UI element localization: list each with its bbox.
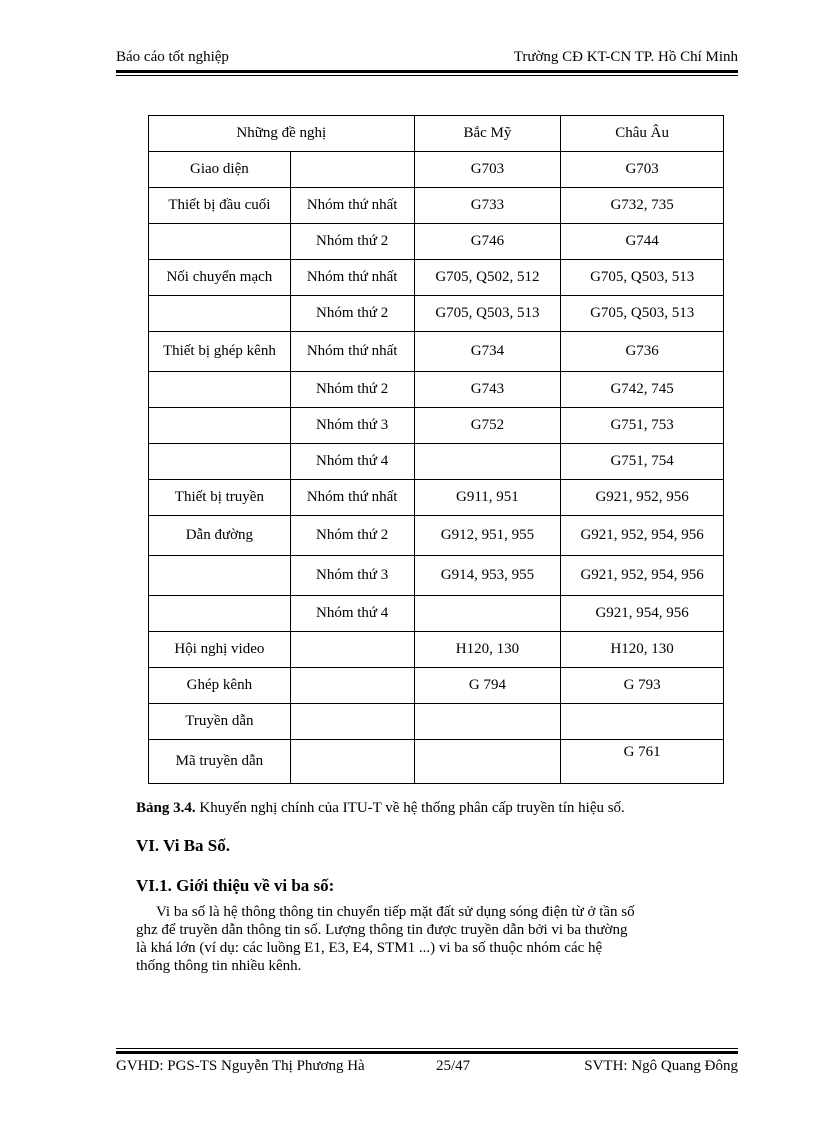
table-cell: Thiết bị đầu cuối xyxy=(149,188,291,224)
table-cell: H120, 130 xyxy=(414,632,561,668)
table-cell: G921, 952, 954, 956 xyxy=(561,516,724,556)
table-cell: G732, 735 xyxy=(561,188,724,224)
table-cell: Hội nghị video xyxy=(149,632,291,668)
table-row xyxy=(149,296,724,332)
table-cell: H120, 130 xyxy=(561,632,724,668)
header-rule-thick xyxy=(116,70,738,73)
table-cell: Thiết bị truyền xyxy=(149,480,291,516)
table-cell: G733 xyxy=(414,188,561,224)
table-cell: Ghép kênh xyxy=(149,668,291,704)
table-cell xyxy=(149,444,291,480)
table-cell xyxy=(290,740,414,784)
table-row xyxy=(149,516,724,556)
header-report-title: Báo cáo tốt nghiệp xyxy=(116,49,229,65)
table-cell: Nhóm thứ nhất xyxy=(290,480,414,516)
header-school-name: Trường CĐ KT-CN TP. Hồ Chí Minh xyxy=(513,49,738,65)
table-cell xyxy=(290,632,414,668)
itu-recommendations-table xyxy=(148,115,724,784)
footer-rule-thick xyxy=(116,1051,738,1054)
table-cell xyxy=(149,224,291,260)
table-cell: G744 xyxy=(561,224,724,260)
table-row xyxy=(149,332,724,372)
table-row xyxy=(149,260,724,296)
table-cell xyxy=(414,740,561,784)
table-cell: Nhóm thứ 3 xyxy=(290,556,414,596)
caption-text: Khuyến nghị chính của ITU-T về hệ thống phân cấp truyền tín hiệu số. xyxy=(195,800,625,816)
table-row xyxy=(149,372,724,408)
table-row xyxy=(149,480,724,516)
table-row xyxy=(149,596,724,632)
table-cell xyxy=(149,296,291,332)
footer-rule-thin xyxy=(116,1048,738,1049)
table-row xyxy=(149,556,724,596)
intro-paragraph xyxy=(136,903,736,975)
table-cell xyxy=(414,444,561,480)
table-cell xyxy=(149,596,291,632)
table-cell: G742, 745 xyxy=(561,372,724,408)
table-cell xyxy=(414,596,561,632)
table-row xyxy=(149,152,724,188)
table-cell xyxy=(149,556,291,596)
table-cell: Nhóm thứ 3 xyxy=(290,408,414,444)
table-cell xyxy=(149,372,291,408)
footer-page-number: 25/47 xyxy=(436,1058,471,1074)
paragraph-line: Vi ba số là hệ thông thông tin chuyển tiếp mặt đất sử dụng sóng điện từ ở tần số xyxy=(156,904,635,920)
table-cell: G752 xyxy=(414,408,561,444)
table-cell: Giao diện xyxy=(149,152,291,188)
table-cell: Nhóm thứ nhất xyxy=(290,260,414,296)
table-cell: Nhóm thứ 2 xyxy=(290,516,414,556)
page-header xyxy=(116,49,738,71)
table-row xyxy=(149,632,724,668)
table-cell: G 761 xyxy=(561,740,724,784)
header-cell-recommendations: Những đề nghị xyxy=(149,116,415,152)
table-cell xyxy=(290,152,414,188)
table-cell: G 793 xyxy=(561,668,724,704)
table-cell: G921, 952, 954, 956 xyxy=(561,556,724,596)
table-cell: Nhóm thứ 2 xyxy=(290,224,414,260)
header-cell-north-america: Bắc Mỹ xyxy=(414,116,561,152)
table-cell: G705, Q503, 513 xyxy=(414,296,561,332)
header-cell-europe: Châu Âu xyxy=(561,116,724,152)
table-cell: G705, Q502, 512 xyxy=(414,260,561,296)
paragraph-line: là khá lớn (ví dụ: các luồng E1, E3, E4, STM1 ...) vi ba số thuộc nhóm các hệ xyxy=(136,940,603,956)
table-cell: G 794 xyxy=(414,668,561,704)
table-row xyxy=(149,668,724,704)
table-cell xyxy=(414,704,561,740)
table-cell: Truyền dẫn xyxy=(149,704,291,740)
paragraph-line: ghz để truyền dẫn thông tin số. Lượng thông tin được truyền dẫn bởi vi ba thường xyxy=(136,922,628,938)
footer-advisor: GVHD: PGS-TS Nguyễn Thị Phương Hà xyxy=(116,1058,365,1074)
table-cell: G736 xyxy=(561,332,724,372)
table-cell: Nhóm thứ nhất xyxy=(290,188,414,224)
table-cell: Nhóm thứ 2 xyxy=(290,372,414,408)
table-cell: G921, 954, 956 xyxy=(561,596,724,632)
table-cell: G751, 753 xyxy=(561,408,724,444)
table-row xyxy=(149,704,724,740)
table-header-row xyxy=(149,116,724,152)
table-row xyxy=(149,740,724,784)
footer-student: SVTH: Ngô Quang Đông xyxy=(584,1058,738,1074)
table-row xyxy=(149,444,724,480)
table-cell xyxy=(290,668,414,704)
section-heading-vi-1: VI.1. Giới thiệu về vi ba số: xyxy=(136,876,335,895)
table-row xyxy=(149,188,724,224)
table-cell: G912, 951, 955 xyxy=(414,516,561,556)
table-cell: Nhóm thứ 4 xyxy=(290,596,414,632)
paragraph-line: thống thông tin nhiều kênh. xyxy=(136,958,302,974)
table-cell xyxy=(561,704,724,740)
table-cell: Mã truyền dẫn xyxy=(149,740,291,784)
header-rule-thin xyxy=(116,75,738,76)
caption-label: Bảng 3.4. xyxy=(136,800,196,816)
table-cell: G705, Q503, 513 xyxy=(561,260,724,296)
table-cell: G914, 953, 955 xyxy=(414,556,561,596)
table-cell: Nhóm thứ 2 xyxy=(290,296,414,332)
table-cell: G703 xyxy=(561,152,724,188)
table-cell: Thiết bị ghép kênh xyxy=(149,332,291,372)
table-cell: G751, 754 xyxy=(561,444,724,480)
table-cell: G743 xyxy=(414,372,561,408)
table-row xyxy=(149,408,724,444)
table-cell: G921, 952, 956 xyxy=(561,480,724,516)
table-caption xyxy=(136,800,625,817)
table-cell: Nối chuyển mạch xyxy=(149,260,291,296)
table-cell: G734 xyxy=(414,332,561,372)
table-cell: G911, 951 xyxy=(414,480,561,516)
table-cell xyxy=(149,408,291,444)
section-heading-vi: VI. Vi Ba Số. xyxy=(136,836,230,855)
table-cell: Dẫn đường xyxy=(149,516,291,556)
table-cell: Nhóm thứ nhất xyxy=(290,332,414,372)
table-cell: Nhóm thứ 4 xyxy=(290,444,414,480)
table-cell xyxy=(290,704,414,740)
table-cell: G746 xyxy=(414,224,561,260)
table-cell: G705, Q503, 513 xyxy=(561,296,724,332)
table-cell: G703 xyxy=(414,152,561,188)
table-row xyxy=(149,224,724,260)
